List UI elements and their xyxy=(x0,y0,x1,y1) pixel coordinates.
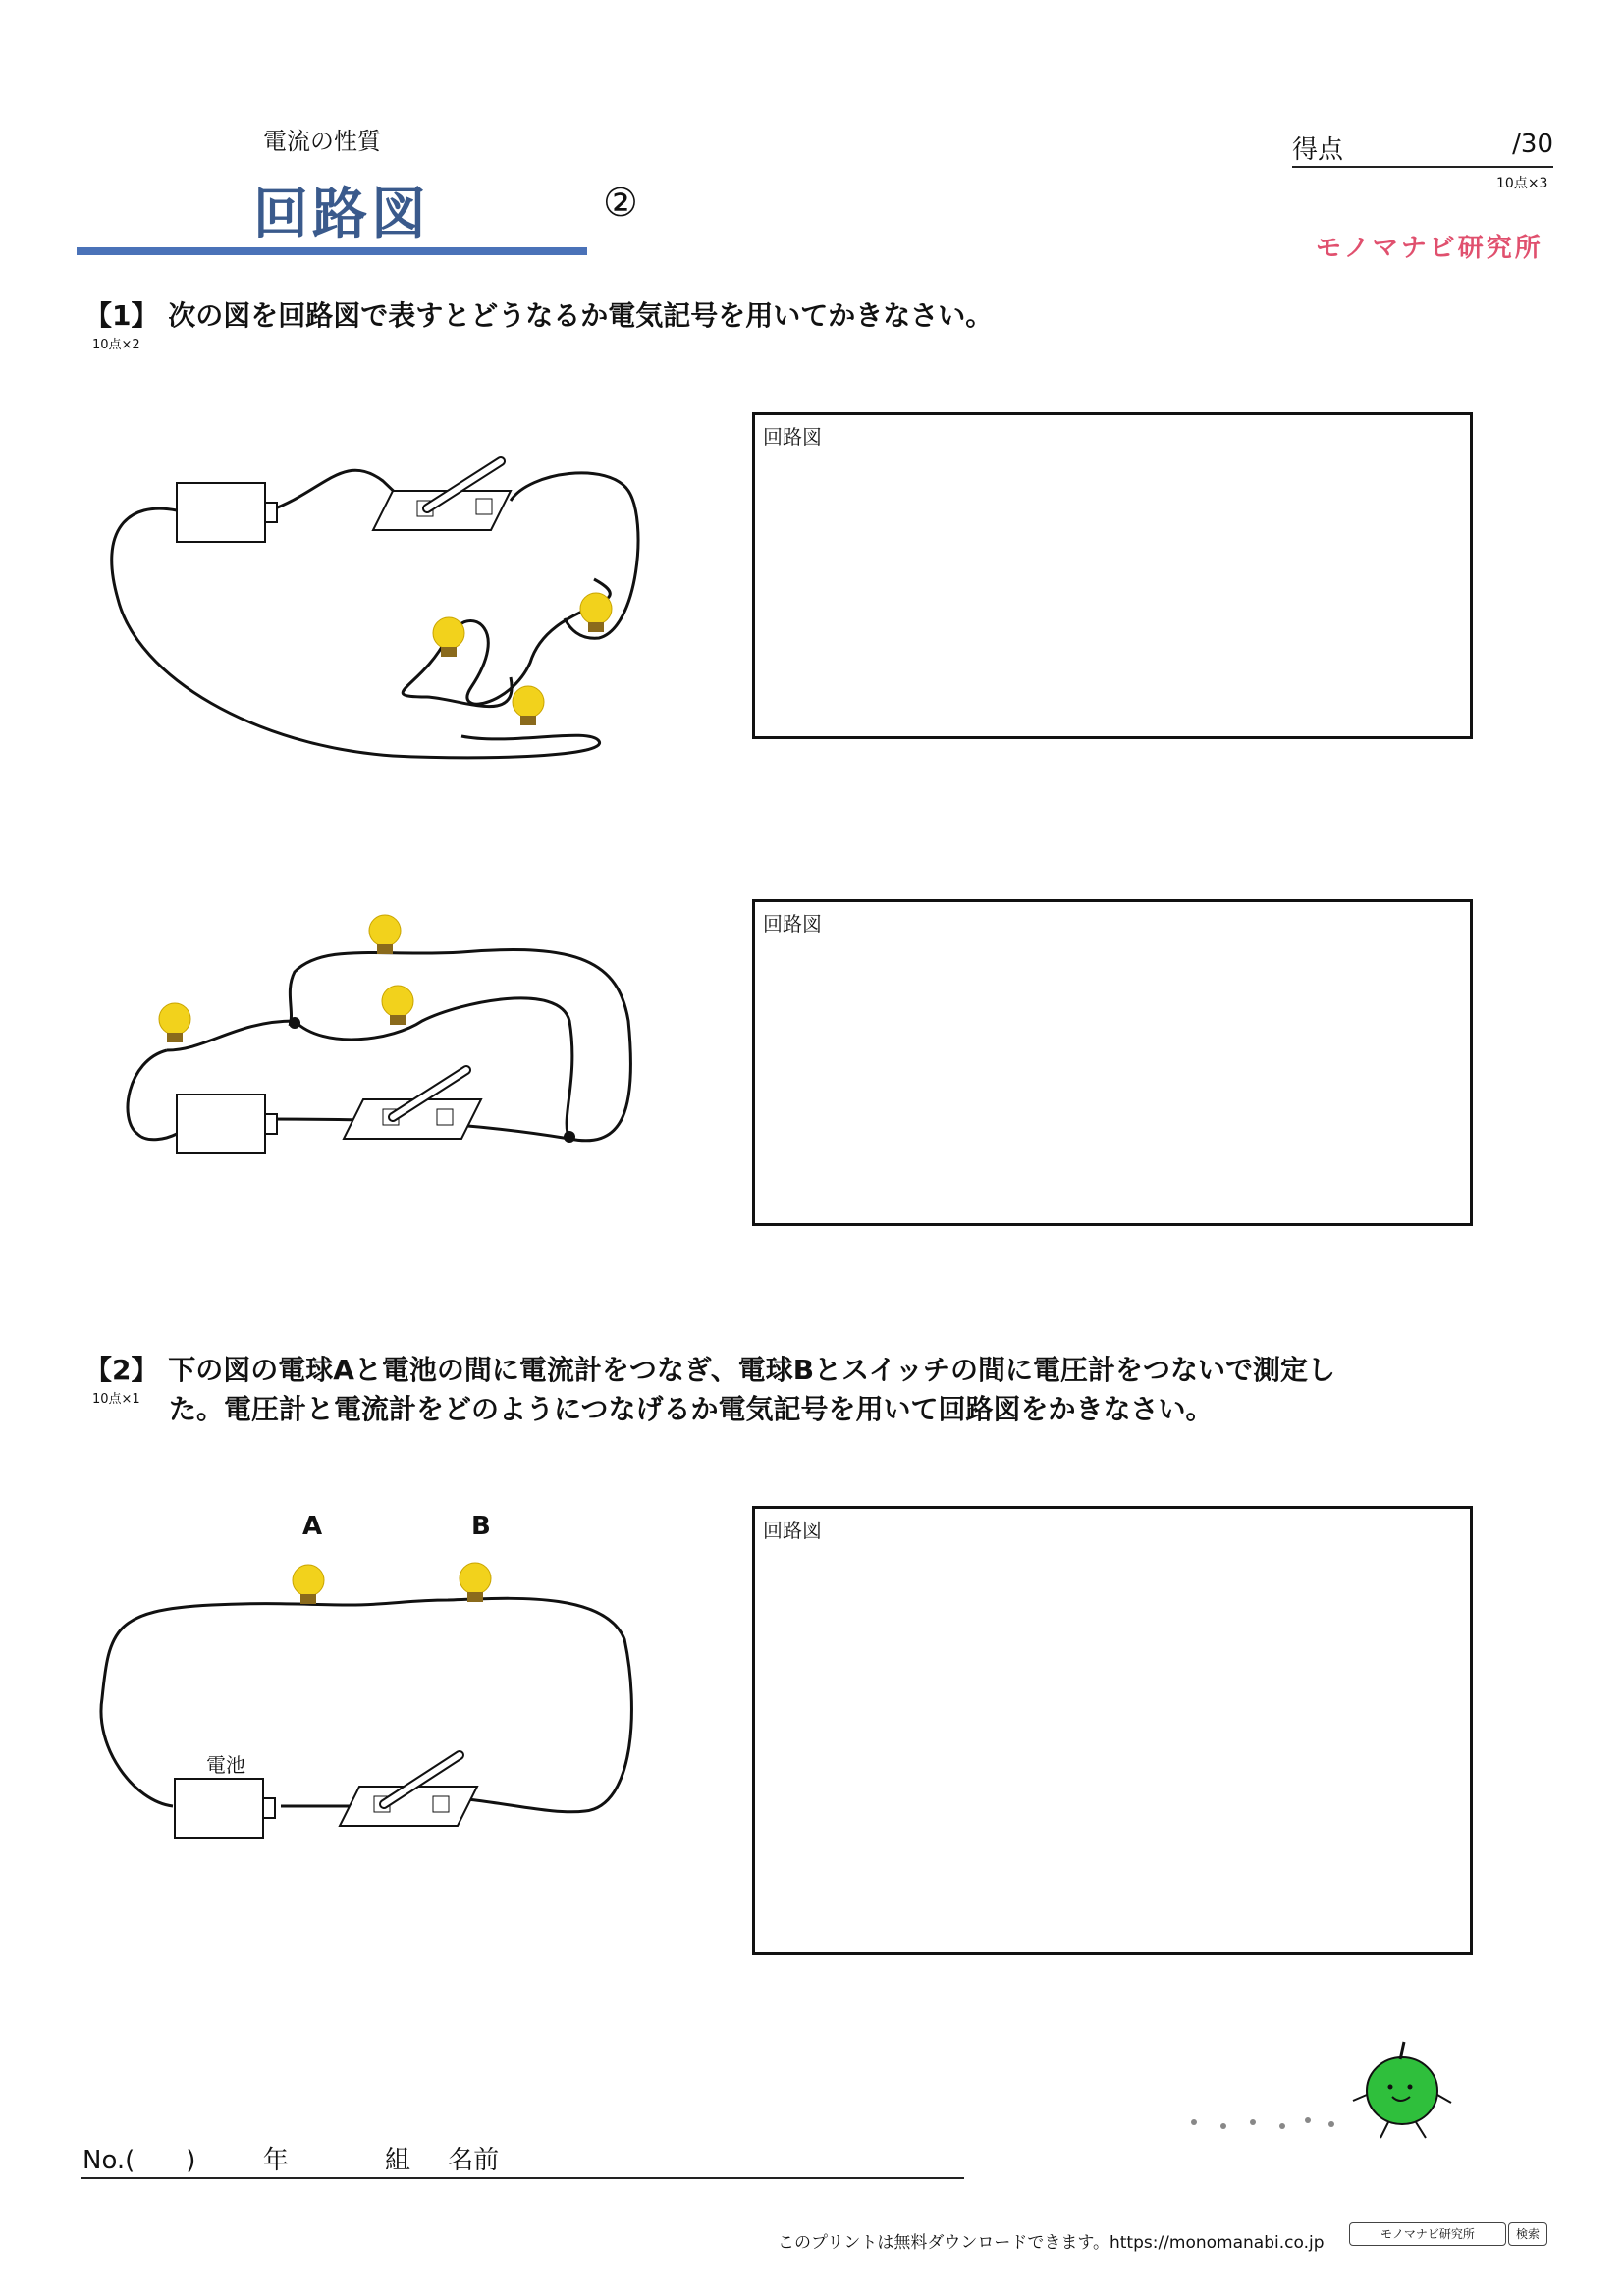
search-button[interactable]: 検索 xyxy=(1508,2222,1547,2246)
answer-box-1[interactable] xyxy=(752,412,1473,739)
bulb-3a xyxy=(293,1565,324,1604)
answer-box-label: 回路図 xyxy=(763,912,822,935)
unit-subtitle: 電流の性質 xyxy=(263,128,381,155)
bulb-a-label: A xyxy=(302,1512,323,1541)
question-1-points: 10点×2 xyxy=(92,338,140,352)
battery-label: 電池 xyxy=(206,1753,245,1777)
switch-3 xyxy=(340,1755,477,1826)
question-2-line1: 【2】 下の図の電球Aと電池の間に電流計をつなぎ、電球Bとスイッチの間に電圧計をつないで測定し xyxy=(84,1354,1336,1386)
answer-box-3[interactable] xyxy=(752,1506,1473,1955)
search-box[interactable]: モノマナビ研究所 xyxy=(1349,2222,1506,2246)
answer-box-2[interactable] xyxy=(752,899,1473,1226)
question-1-text: 【1】 次の図を回路図で表すとどうなるか電気記号を用いてかきなさい。 xyxy=(84,299,994,332)
name-row xyxy=(82,2140,499,2176)
bulb-2b xyxy=(369,915,401,954)
worksheet-number: ② xyxy=(603,181,638,226)
battery-2 xyxy=(177,1095,277,1153)
score-total: /30 xyxy=(1512,130,1553,159)
answer-box-label: 回路図 xyxy=(763,1519,822,1542)
brand-logo: モノマナビ研究所 xyxy=(1316,234,1543,263)
class-label: 組 xyxy=(385,2146,411,2175)
bulb-2c xyxy=(382,986,413,1025)
battery-3 xyxy=(175,1779,275,1838)
battery-1 xyxy=(177,483,277,542)
score-field xyxy=(1292,130,1553,168)
score-note: 10点×3 xyxy=(1496,176,1548,191)
bulb-1b xyxy=(580,593,612,632)
circuit-diagram-3 xyxy=(94,1551,644,1845)
page-title: 回路図 xyxy=(253,183,430,246)
answer-box-label: 回路図 xyxy=(763,425,822,449)
apple-mascot xyxy=(1178,2032,1473,2150)
title-underline xyxy=(77,247,587,255)
name-underline xyxy=(81,2175,964,2179)
bulb-b-label: B xyxy=(471,1512,491,1541)
switch-1 xyxy=(373,461,511,530)
year-label: 年 xyxy=(262,2146,289,2175)
score-label: 得点 xyxy=(1292,135,1344,165)
footer-text: このプリントは無料ダウンロードできます。https://monomanabi.co.jp xyxy=(778,2233,1325,2253)
bulb-1c xyxy=(513,686,544,725)
bulb-2a xyxy=(159,1003,190,1042)
circuit-diagram-2 xyxy=(108,903,658,1158)
bulb-3b xyxy=(460,1563,491,1602)
student-number-field[interactable]: No.( ) xyxy=(82,2146,196,2175)
circuit-diagram-1 xyxy=(98,432,687,775)
name-label: 名前 xyxy=(448,2146,500,2175)
question-2-points: 10点×1 xyxy=(92,1392,140,1407)
switch-2 xyxy=(344,1070,481,1139)
question-2-line2: た。電圧計と電流計をどのようにつなげるか電気記号を用いて回路図をかきなさい。 xyxy=(169,1393,1214,1425)
